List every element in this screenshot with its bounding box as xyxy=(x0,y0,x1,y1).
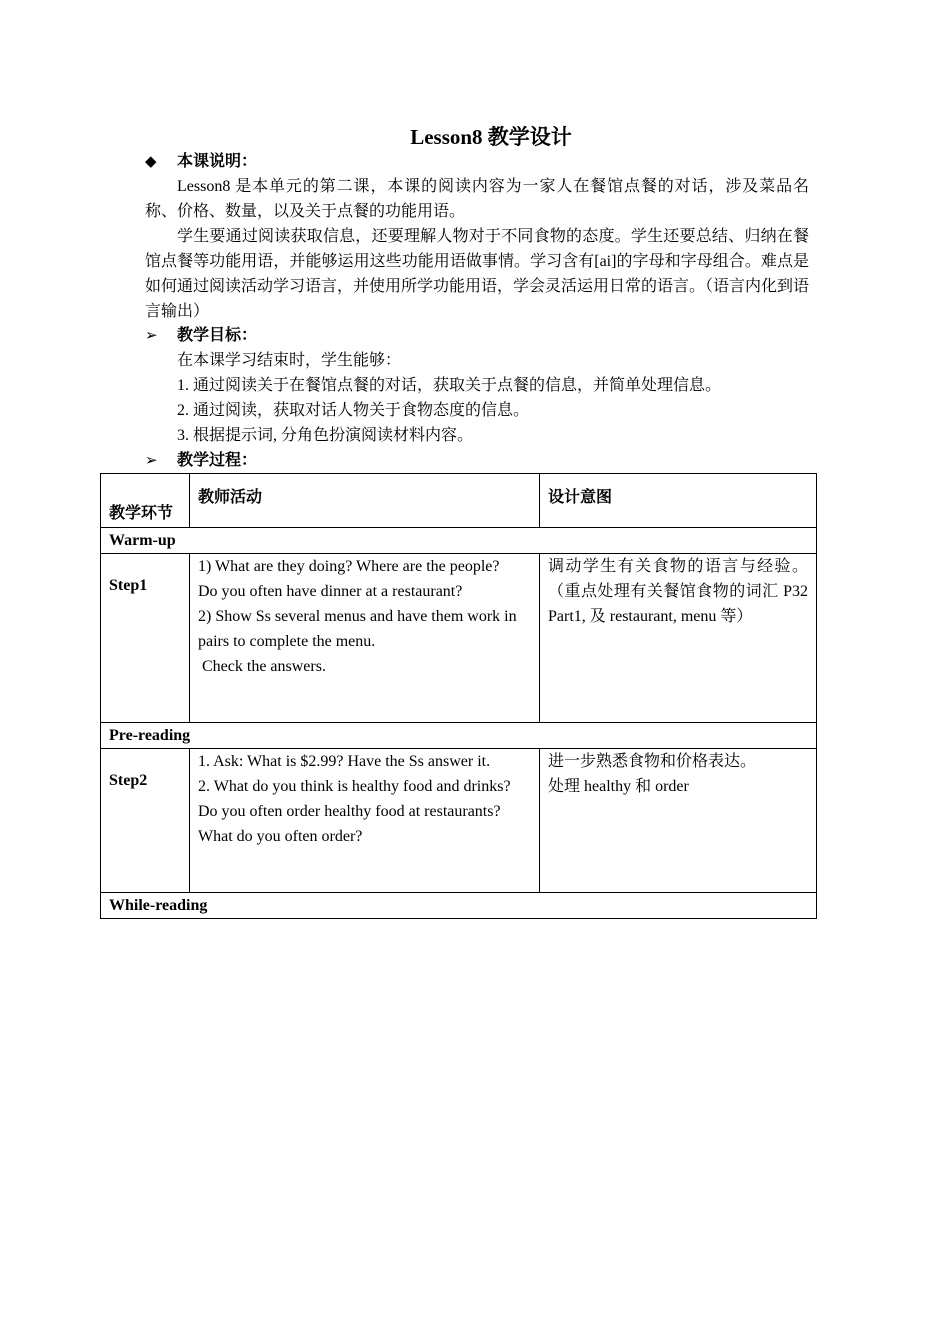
step1-intent xyxy=(540,554,817,723)
objectives-heading-text: 教学目标： xyxy=(177,325,258,344)
objectives-heading xyxy=(145,323,257,347)
diamond-bullet-icon: ◆ xyxy=(145,152,157,170)
header-teacher-activity: 教师活动 xyxy=(190,474,540,528)
intent-text: 处理 healthy 和 order xyxy=(548,778,689,795)
intent-text: 进一步熟悉食物和价格表达。 xyxy=(548,753,757,770)
step2-activity xyxy=(190,749,540,893)
table-row xyxy=(101,528,817,554)
activity-line: 2. What do you think is healthy food and drinks? xyxy=(198,778,511,795)
description-paragraph: 学生要通过阅读获取信息，还要理解人物对于不同食物的态度。学生还要总结、归纳在餐馆点餐等功能用语，并能够运用这些功能用语做事情。学习含有[ai]的字母和字母组合。难点是如何通过阅读活动学习语言，并使用所学功能用语，学会灵活运用日常的语言。（语言内化到语言输出） xyxy=(145,228,810,320)
activity-line: 1. Ask: What is $2.99? Have the Ss answer it. xyxy=(198,753,491,770)
description-heading-text: 本课说明： xyxy=(177,151,258,170)
activity-line: 2) Show Ss several menus and have them work in pairs to complete the menu. xyxy=(198,608,517,650)
table-header-row xyxy=(101,474,817,528)
header-stage: 教学环节 xyxy=(101,474,190,528)
description-paragraph: Lesson8 是本单元的第二课，本课的阅读内容为一家人在餐馆点餐的对话，涉及菜品名称、价格、数量，以及关于点餐的功能用语。 xyxy=(145,178,809,220)
activity-line: 1) What are they doing? Where are the people? xyxy=(198,558,500,575)
document-title: Lesson8 教学设计 xyxy=(410,125,572,149)
step2-intent xyxy=(540,749,817,893)
activity-line: Check the answers. xyxy=(198,658,326,675)
table-row xyxy=(101,893,817,919)
phase-prereading: Pre-reading xyxy=(101,723,817,749)
table-row xyxy=(101,554,817,723)
arrow-bullet-icon: ➢ xyxy=(145,451,158,469)
objective-item: 2. 通过阅读，获取对话人物关于食物态度的信息。 xyxy=(177,402,530,419)
objective-item: 1. 通过阅读关于在餐馆点餐的对话，获取关于点餐的信息，并简单处理信息。 xyxy=(177,377,722,394)
step1-label: Step1 xyxy=(101,554,190,723)
process-heading xyxy=(145,448,257,472)
activity-line: Do you often order healthy food at restaurants? xyxy=(198,803,501,820)
intent-text: 调动学生有关食物的语言与经验。（重点处理有关餐馆食物的词汇 P32 Part1, 及 restaurant, menu 等） xyxy=(548,558,808,625)
table-row xyxy=(101,723,817,749)
description-heading xyxy=(145,149,257,173)
activity-line: Do you often have dinner at a restaurant? xyxy=(198,583,463,600)
objectives-intro: 在本课学习结束时，学生能够： xyxy=(177,352,402,369)
header-design-intent: 设计意图 xyxy=(540,474,817,528)
activity-line: What do you often order? xyxy=(198,828,363,845)
objective-item: 3. 根据提示词, 分角色扮演阅读材料内容。 xyxy=(177,427,474,444)
process-heading-text: 教学过程： xyxy=(177,450,258,469)
phase-whilereading: While-reading xyxy=(101,893,817,919)
phase-warmup: Warm-up xyxy=(101,528,817,554)
table-row xyxy=(101,749,817,893)
step2-label: Step2 xyxy=(101,749,190,893)
teaching-process-table xyxy=(100,473,817,919)
arrow-bullet-icon: ➢ xyxy=(145,326,158,344)
step1-activity xyxy=(190,554,540,723)
